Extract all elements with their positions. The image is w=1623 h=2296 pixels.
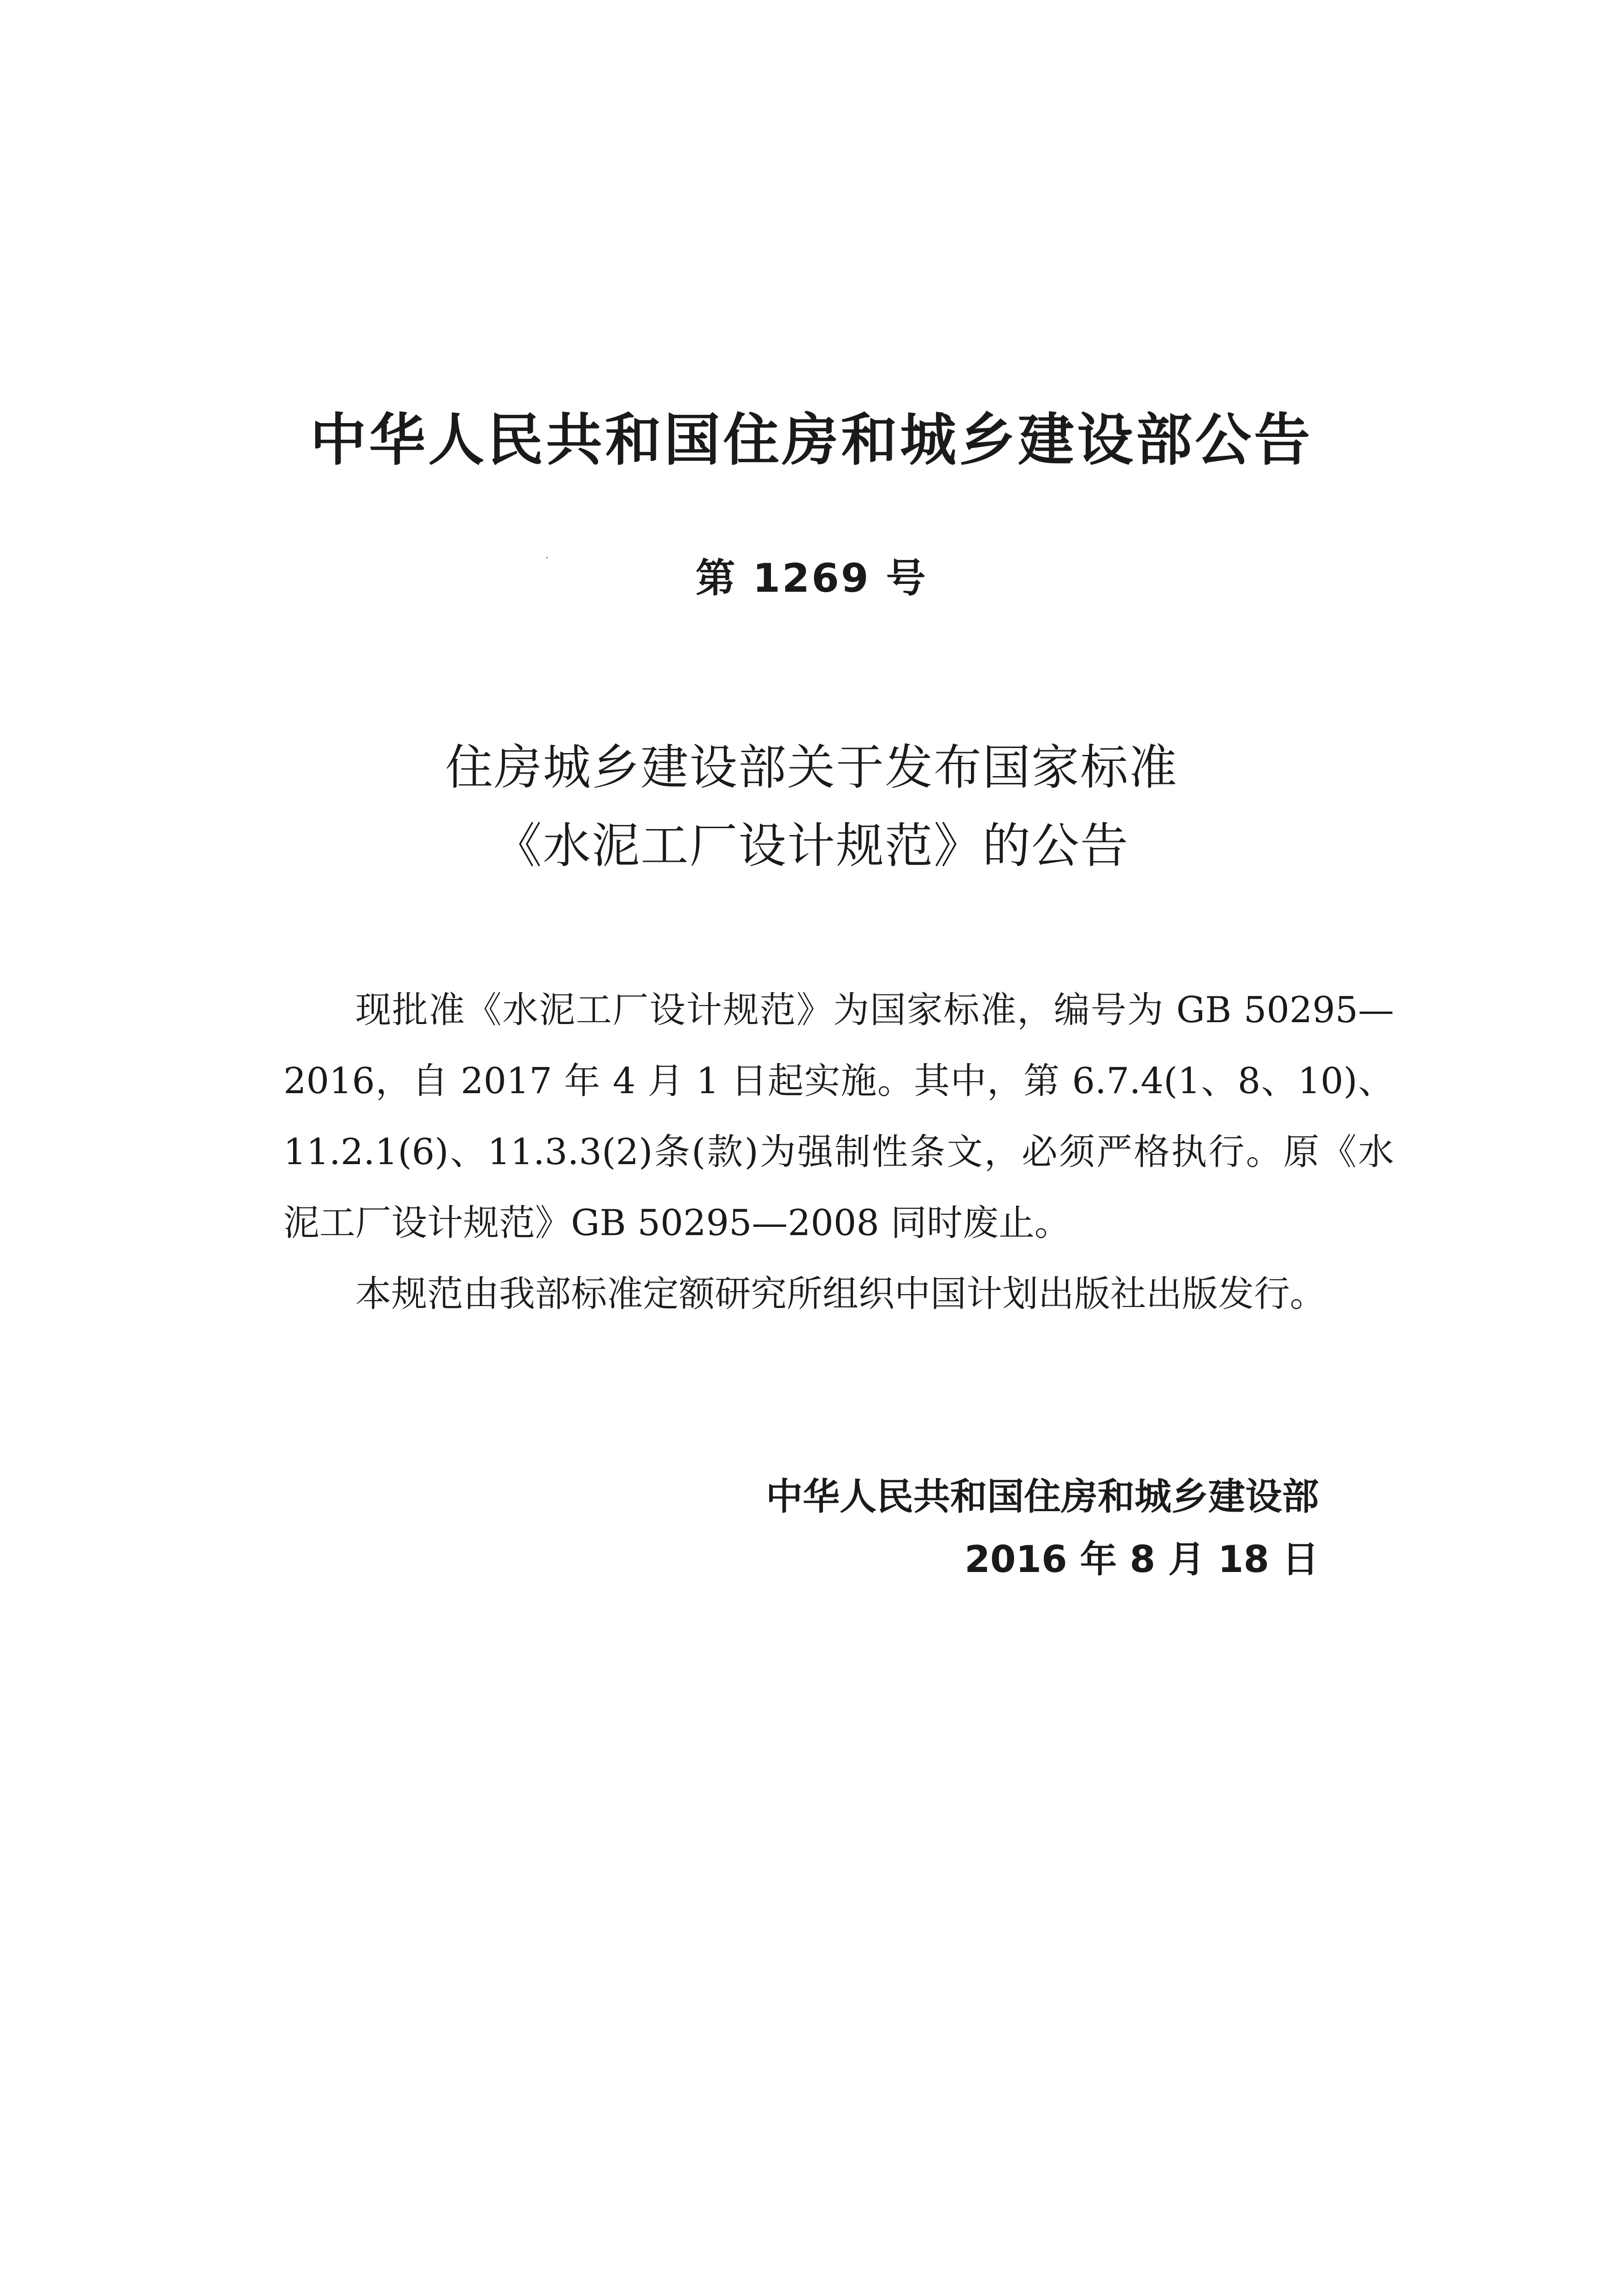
issuer-name: 中华人民共和国住房和城乡建设部: [766, 1475, 1319, 1518]
issue-date: 2016 年 8 月 18 日: [964, 1538, 1319, 1581]
announcement-number: 第 1269 号: [695, 555, 928, 601]
ministry-announcement-title: 中华人民共和国住房和城乡建设部公告: [310, 407, 1313, 473]
subject-line-1: 住房城乡建设部关于发布国家标准: [445, 739, 1178, 795]
body-paragraph-1: 现批准《水泥工厂设计规范》为国家标准，编号为 GB 50295—2016，自 2017 年 4 月 1 日起实施。其中，第 6.7.4(1、8、10)、11.2.1(6)、11.3.3(2)条(款)为强制性条文，必须严格执行。原《水泥工厂设计规范》GB 50295—2008 同时废止。: [283, 989, 1394, 1244]
signature-block: [766, 1466, 1319, 1591]
announcement-subject: [0, 728, 1623, 885]
subject-line-2: 《水泥工厂设计规范》的公告: [494, 818, 1129, 874]
body-paragraph-2: 本规范由我部标准定额研究所组织中国计划出版社出版发行。: [355, 1273, 1326, 1315]
announcement-body: [283, 975, 1394, 1330]
scan-speck: [546, 557, 548, 559]
